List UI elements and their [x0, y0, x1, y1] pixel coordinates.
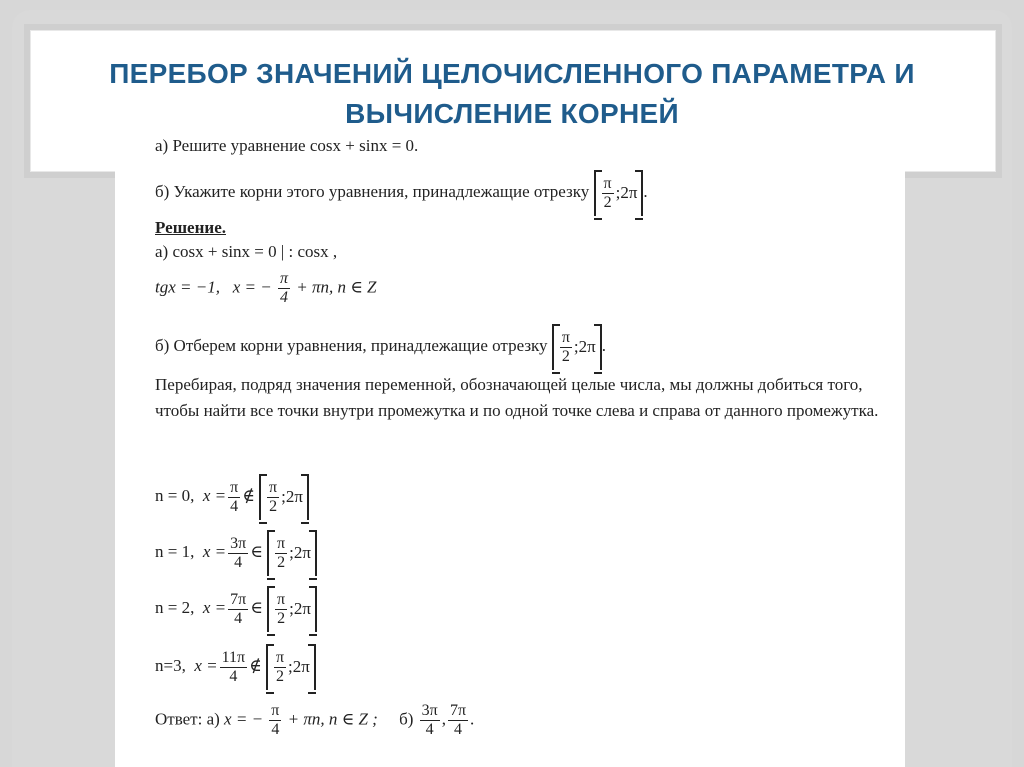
fraction	[269, 702, 281, 739]
interval-right: ;2π	[573, 337, 596, 356]
fraction-denominator: 4	[234, 609, 243, 627]
case-n: n = 2,	[155, 597, 195, 617]
fraction	[275, 535, 287, 572]
interval-bracket	[594, 170, 644, 216]
fraction	[602, 175, 614, 212]
case-row	[155, 474, 309, 520]
interval-bracket	[259, 474, 309, 520]
document-scan	[115, 120, 905, 767]
fraction	[228, 535, 248, 572]
fraction-numerator: 7π	[230, 590, 247, 608]
interval-right: ;2π	[289, 599, 311, 618]
fraction-numerator: 3π	[230, 534, 247, 552]
fraction	[420, 702, 440, 739]
solution-a: а) cosx + sinx = 0 | : cosx ,	[155, 242, 338, 261]
fraction-denominator: 2	[561, 347, 570, 365]
fraction-denominator: 4	[234, 553, 243, 571]
case-x-label: x =	[202, 541, 227, 561]
fraction-denominator: 4	[230, 497, 239, 515]
task-a: а) Решите уравнение cosx + sinx = 0.	[155, 136, 419, 155]
case-n: n = 1,	[155, 541, 195, 561]
case-relation: ∉	[242, 485, 255, 505]
fraction	[228, 479, 240, 516]
fraction-denominator: 2	[275, 667, 284, 685]
case-row	[155, 586, 317, 632]
fraction-numerator: π	[561, 328, 570, 346]
case-row	[155, 644, 316, 690]
answer-x-prefix: x = −	[224, 709, 264, 729]
fraction	[560, 329, 572, 366]
case-n: n=3,	[155, 655, 186, 675]
fraction-denominator: 4	[271, 721, 280, 738]
x-prefix: x = −	[232, 277, 272, 297]
explanation-paragraph: Перебирая, подряд значения переменной, обозначающей целые числа, мы должны добиться того, чтобы найти все точки внутри промежутка и по одной точке слева и справа от данного промежутка.	[155, 375, 879, 420]
fraction-numerator: π	[279, 270, 288, 287]
interval-bracket	[267, 586, 317, 632]
task-b-text: б) Укажите корни этого уравнения, принадлежащие отрезку	[155, 181, 590, 201]
interval-right: ;2π	[289, 543, 311, 562]
fraction-denominator: 2	[277, 609, 286, 627]
fraction-denominator: 2	[277, 553, 286, 571]
slide-title: ПЕРЕБОР ЗНАЧЕНИЙ ЦЕЛОЧИСЛЕННОГО ПАРАМЕТРА И ВЫЧИСЛЕНИЕ КОРНЕЙ	[109, 58, 915, 129]
fraction	[278, 270, 290, 307]
fraction-numerator: π	[271, 702, 280, 719]
tg-equation: tgx = −1,	[155, 277, 220, 297]
case-x-label: x =	[202, 597, 227, 617]
fraction	[267, 479, 279, 516]
case-x-label: x =	[202, 485, 227, 505]
case-x-label: x =	[194, 655, 218, 675]
x-tail: + πn, n ∈ Z	[296, 277, 377, 297]
fraction	[220, 649, 247, 686]
fraction-denominator: 4	[425, 721, 434, 738]
solution-b: б) Отберем корни уравнения, принадлежащие отрезку $\frac{\pi}{2}$ ;2π .	[155, 324, 606, 370]
answer-b-label: б)	[399, 709, 414, 729]
case-n: n = 0,	[155, 485, 195, 505]
fraction-denominator: 2	[603, 193, 612, 211]
fraction-numerator: π	[277, 590, 286, 608]
fraction	[228, 591, 248, 628]
interval-right: ;2π	[615, 183, 638, 202]
solution-b-text: б) Отберем корни уравнения, принадлежащие отрезку	[155, 335, 548, 355]
fraction-numerator: π	[275, 648, 285, 666]
interval-right: ;2π	[288, 657, 310, 676]
fraction-numerator: π	[277, 534, 286, 552]
case-relation: ∈	[250, 541, 263, 561]
case-relation: ∈	[250, 597, 263, 617]
fraction	[448, 702, 468, 739]
interval-bracket	[266, 644, 316, 690]
fraction-denominator: 4	[454, 721, 462, 738]
solution-tg-line	[155, 270, 377, 307]
fraction	[274, 649, 286, 686]
answer-a-tail: + πn, n ∈ Z ;	[287, 709, 378, 729]
task-b: б) Укажите корни этого уравнения, принадлежащие отрезку $\frac{\pi}{2}$ ;2π .	[155, 170, 648, 216]
fraction-denominator: 4	[279, 289, 288, 306]
fraction-denominator: 4	[229, 667, 238, 685]
case-relation: ∉	[249, 655, 262, 675]
fraction-denominator: 2	[269, 497, 278, 515]
fraction-numerator: 3π	[421, 702, 438, 719]
fraction-numerator: π	[603, 174, 612, 192]
interval-bracket	[552, 324, 602, 370]
fraction	[275, 591, 287, 628]
fraction-numerator: 11π	[221, 648, 246, 666]
interval-right: ;2π	[281, 487, 303, 506]
interval-bracket	[267, 530, 317, 576]
fraction-numerator: 7π	[449, 702, 467, 719]
case-row	[155, 530, 317, 576]
solution-heading: Решение.	[155, 218, 226, 237]
answer-line: Ответ: а) x = − $\frac{\pi}{4}$ + πn, n ∈ Z ; б) $\frac{3\pi}{4}$ , $\frac{7\pi}{4}$ .	[155, 702, 475, 738]
answer-label: Ответ: а)	[155, 709, 220, 729]
fraction-numerator: π	[230, 478, 239, 496]
fraction-numerator: π	[269, 478, 278, 496]
